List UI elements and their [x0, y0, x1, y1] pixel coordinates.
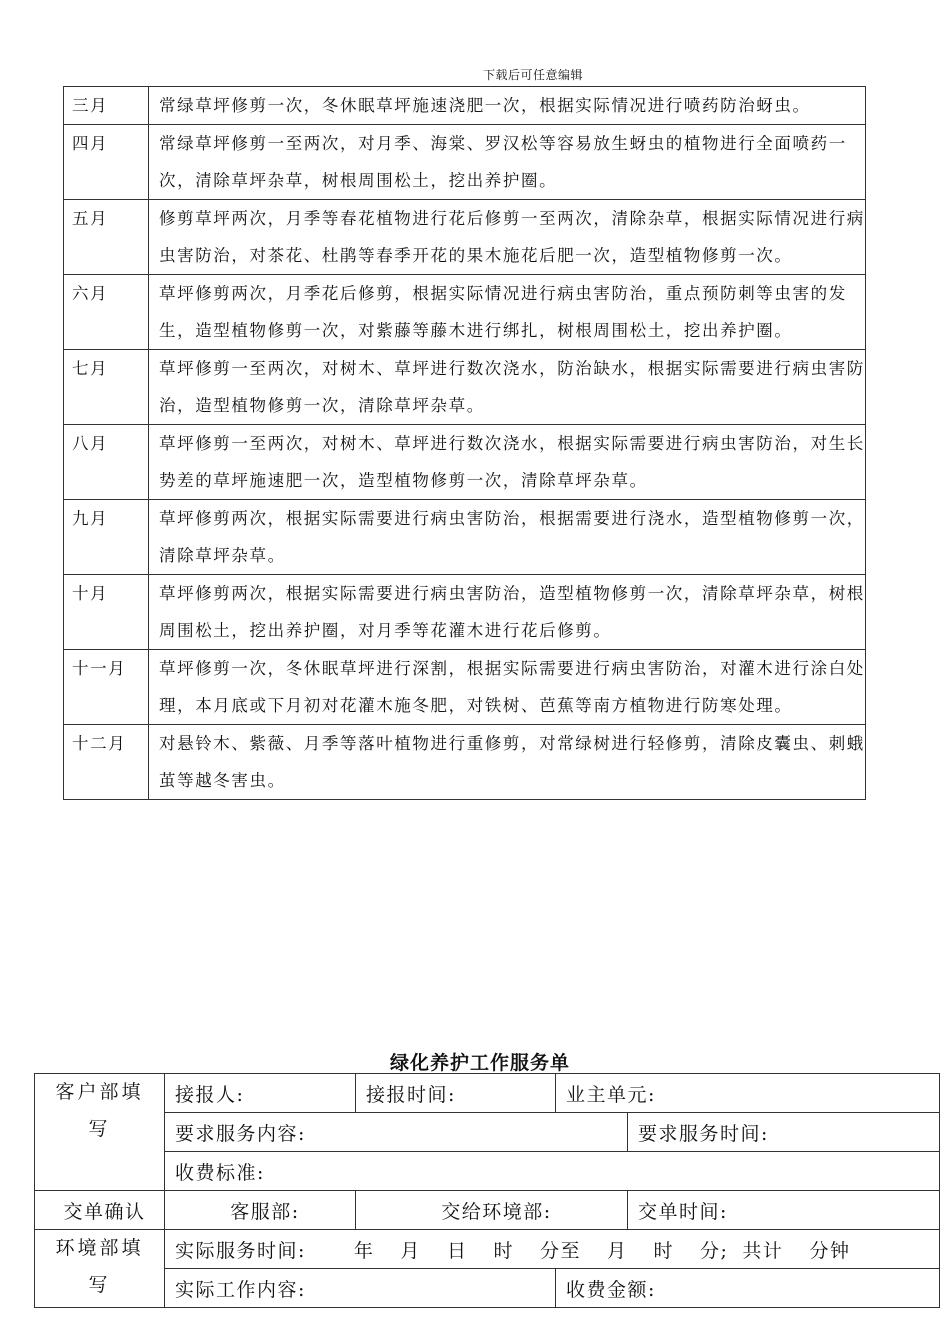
schedule-task-text: 草坪修剪一至两次，对树木、草坪进行数次浇水，防治缺水，根据实际需要进行病虫害防治，造型植物修剪一次，清除草坪杂草。 [149, 350, 866, 425]
schedule-row [64, 350, 866, 425]
owner-unit-field[interactable]: 业主单元: [556, 1074, 940, 1113]
maintenance-schedule-table [63, 86, 866, 800]
actual-time-label: 实际服务时间: [175, 1239, 306, 1262]
handover-time-field[interactable]: 交单时间: [628, 1191, 940, 1230]
time-unit-label: 年 [353, 1239, 375, 1262]
schedule-row [64, 500, 866, 575]
time-unit-label: 时 [653, 1239, 675, 1262]
time-unit-label: 共计 [742, 1239, 784, 1262]
customer-section-label: 客户部填写 [35, 1074, 165, 1191]
actual-time-field[interactable] [165, 1230, 940, 1269]
time-unit-label: 时 [493, 1239, 514, 1262]
schedule-row [64, 87, 866, 125]
schedule-row [64, 275, 866, 350]
schedule-month: 三月 [64, 87, 149, 125]
schedule-month: 十二月 [64, 725, 149, 800]
cs-dept-field[interactable]: 客服部: [165, 1191, 356, 1230]
fee-standard-field[interactable]: 收费标准: [165, 1152, 940, 1191]
time-unit-label: 分至 [539, 1239, 581, 1262]
schedule-month: 六月 [64, 275, 149, 350]
service-time-field[interactable]: 要求服务时间: [628, 1113, 940, 1152]
handover-confirm-label: 交单确认 [35, 1191, 165, 1230]
to-env-dept-field[interactable]: 交给环境部: [356, 1191, 628, 1230]
schedule-task-text: 修剪草坪两次，月季等春花植物进行花后修剪一至两次，清除杂草，根据实际情况进行病虫害防治，对茶花、杜鹃等春季开花的果木施花后肥一次，造型植物修剪一次。 [149, 200, 866, 275]
time-unit-label: 日 [446, 1239, 468, 1262]
actual-content-field[interactable]: 实际工作内容: [165, 1269, 556, 1308]
schedule-task-text: 草坪修剪两次，根据实际需要进行病虫害防治，造型植物修剪一次，清除草坪杂草，树根周围松土，挖出养护圈，对月季等花灌木进行花后修剪。 [149, 575, 866, 650]
schedule-task-text: 草坪修剪两次，月季花后修剪，根据实际情况进行病虫害防治，重点预防刺等虫害的发生，造型植物修剪一次，对紫藤等藤木进行绑扎，树根周围松土，挖出养护圈。 [149, 275, 866, 350]
schedule-row [64, 725, 866, 800]
schedule-task-text: 常绿草坪修剪一至两次，对月季、海棠、罗汉松等容易放生蚜虫的植物进行全面喷药一次，清除草坪杂草，树根周围松土，挖出养护圈。 [149, 125, 866, 200]
schedule-row [64, 200, 866, 275]
time-unit-label: 月 [400, 1239, 421, 1262]
schedule-task-text: 草坪修剪一至两次，对树木、草坪进行数次浇水，根据实际需要进行病虫害防治，对生长势差的草坪施速肥一次，造型植物修剪一次，清除草坪杂草。 [149, 425, 866, 500]
schedule-row [64, 125, 866, 200]
schedule-month: 九月 [64, 500, 149, 575]
schedule-month: 五月 [64, 200, 149, 275]
schedule-month: 四月 [64, 125, 149, 200]
schedule-row [64, 575, 866, 650]
time-unit-label: 分; [700, 1239, 729, 1262]
schedule-month: 八月 [64, 425, 149, 500]
schedule-task-text: 常绿草坪修剪一次，冬休眠草坪施速浇肥一次，根据实际情况进行喷药防治蚜虫。 [149, 87, 866, 125]
env-section-label: 环境部填写 [35, 1230, 165, 1308]
service-form-table [34, 1073, 940, 1308]
actual-time-units [306, 1240, 851, 1262]
schedule-task-text: 对悬铃木、紫薇、月季等落叶植物进行重修剪，对常绿树进行轻修剪，清除皮囊虫、刺蛾茧等越冬害虫。 [149, 725, 866, 800]
schedule-month: 十月 [64, 575, 149, 650]
schedule-row [64, 650, 866, 725]
reporter-field[interactable]: 接报人: [165, 1074, 356, 1113]
schedule-task-text: 草坪修剪两次，根据实际需要进行病虫害防治，根据需要进行浇水，造型植物修剪一次，清除草坪杂草。 [149, 500, 866, 575]
schedule-task-text: 草坪修剪一次，冬休眠草坪进行深割，根据实际需要进行病虫害防治，对灌木进行涂白处理，本月底或下月初对花灌木施冬肥，对铁树、芭蕉等南方植物进行防寒处理。 [149, 650, 866, 725]
form-title: 绿化养护工作服务单 [389, 1052, 570, 1074]
fee-amount-field[interactable]: 收费金额: [556, 1269, 940, 1308]
schedule-month: 七月 [64, 350, 149, 425]
service-content-field[interactable]: 要求服务内容: [165, 1113, 628, 1152]
time-unit-label: 分钟 [809, 1239, 851, 1262]
time-unit-label: 月 [606, 1239, 628, 1262]
report-time-field[interactable]: 接报时间: [356, 1074, 556, 1113]
page-header-note: 下载后可任意编辑 [482, 68, 583, 82]
schedule-row [64, 425, 866, 500]
schedule-month: 十一月 [64, 650, 149, 725]
